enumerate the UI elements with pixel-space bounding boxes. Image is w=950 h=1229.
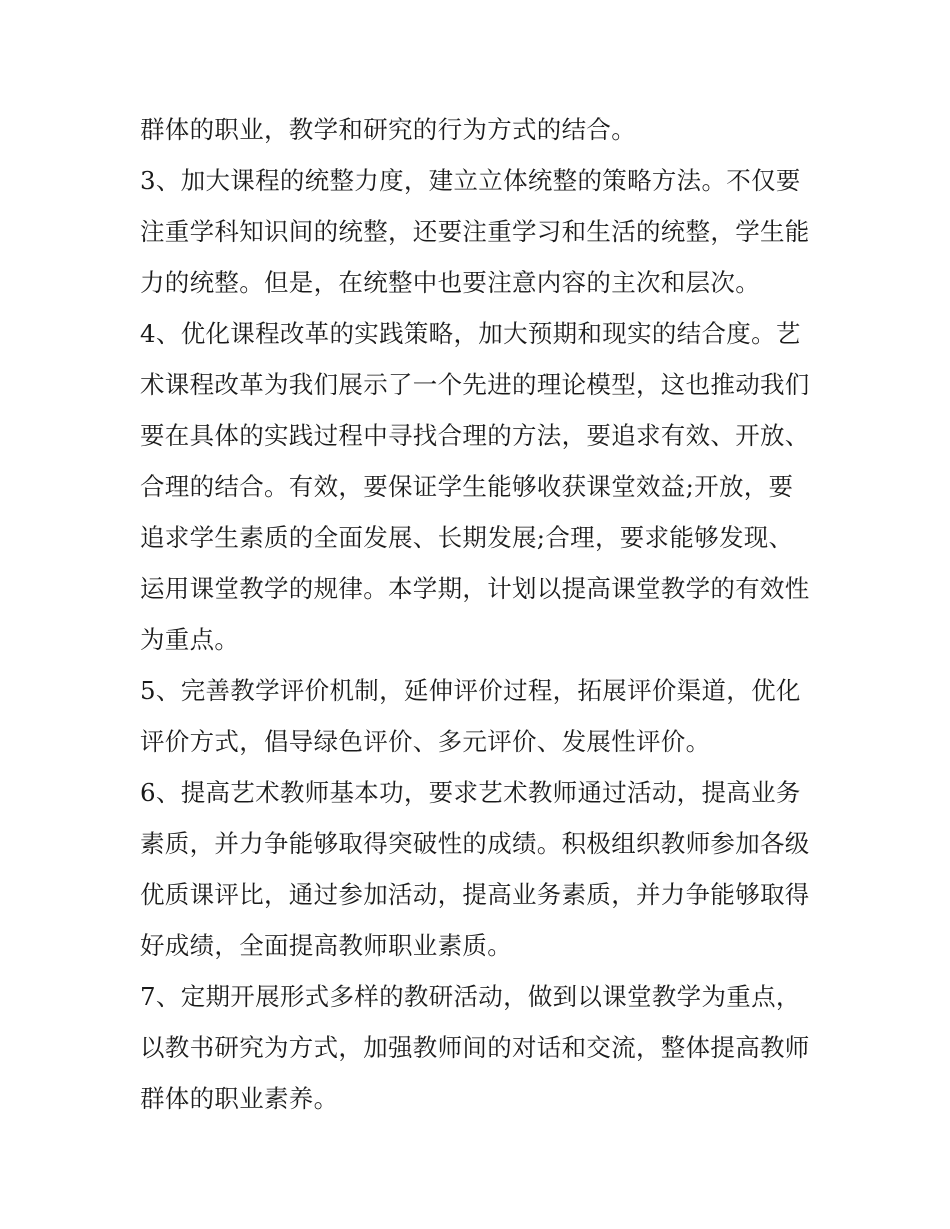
text-line: 好成绩，全面提高教师职业素质。 bbox=[140, 931, 512, 960]
text-line: 5、完善教学评价机制，延伸评价过程，拓展评价渠道，优化 bbox=[140, 676, 801, 705]
text-line: 优质课评比，通过参加活动，提高业务素质，并力争能够取得 bbox=[140, 880, 810, 909]
text-line: 运用课堂教学的规律。本学期，计划以提高课堂教学的有效性 bbox=[140, 574, 810, 603]
text-line: 术课程改革为我们展示了一个先进的理论模型，这也推动我们 bbox=[140, 370, 810, 399]
text-line: 4、优化课程改革的实践策略，加大预期和现实的结合度。艺 bbox=[140, 319, 801, 348]
text-line: 追求学生素质的全面发展、长期发展;合理，要求能够发现、 bbox=[140, 523, 794, 552]
text-line: 群体的职业素养。 bbox=[140, 1084, 339, 1113]
text-line: 以教书研究为方式，加强教师间的对话和交流，整体提高教师 bbox=[140, 1033, 810, 1062]
text-line: 7、定期开展形式多样的教研活动，做到以课堂教学为重点， bbox=[140, 982, 801, 1011]
body-text bbox=[140, 104, 820, 1124]
text-line: 为重点。 bbox=[140, 625, 240, 654]
text-line: 素质，并力争能够取得突破性的成绩。积极组织教师参加各级 bbox=[140, 829, 810, 858]
text-line: 合理的结合。有效，要保证学生能够收获课堂效益;开放，要 bbox=[140, 472, 794, 501]
text-line: 群体的职业，教学和研究的行为方式的结合。 bbox=[140, 115, 636, 144]
text-line: 3、加大课程的统整力度，建立立体统整的策略方法。不仅要 bbox=[140, 166, 801, 195]
text-line: 6、提高艺术教师基本功，要求艺术教师通过活动，提高业务 bbox=[140, 778, 801, 807]
text-line: 要在具体的实践过程中寻找合理的方法，要追求有效、开放、 bbox=[140, 421, 810, 450]
text-line: 评价方式，倡导绿色评价、多元评价、发展性评价。 bbox=[140, 727, 711, 756]
text-line: 注重学科知识间的统整，还要注重学习和生活的统整，学生能 bbox=[140, 217, 810, 246]
text-line: 力的统整。但是，在统整中也要注意内容的主次和层次。 bbox=[140, 268, 760, 297]
